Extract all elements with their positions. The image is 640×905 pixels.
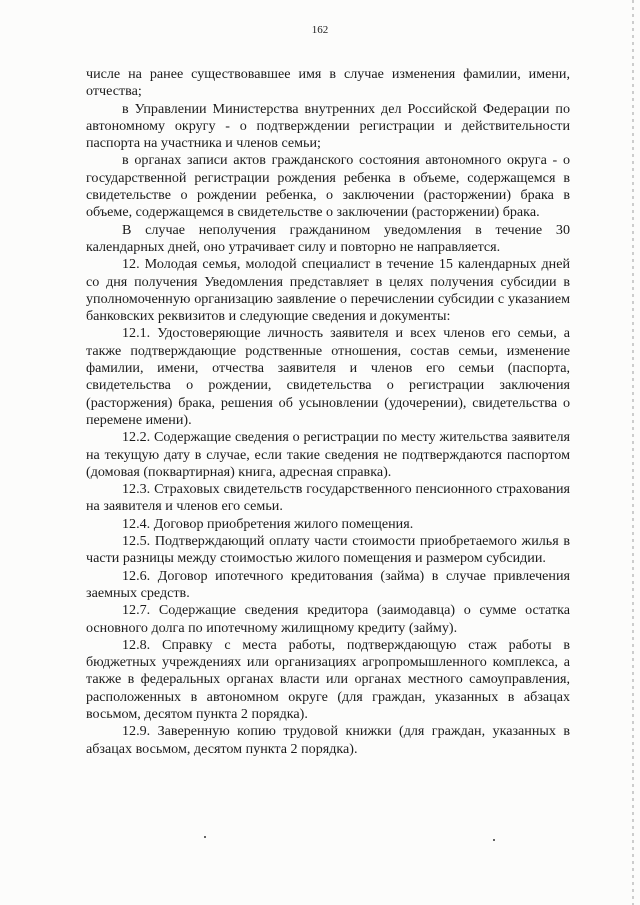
paragraph: 12.8. Справку с места работы, подтверждающую стаж работы в бюджетных учреждениях или организациях агропромышленного комплекса, а также в федеральных органах власти или органах местного самоуправления, расположенных в автономном округе (для граждан, указанных в абзацах восьмом, десятом пункта 2 порядка). bbox=[86, 636, 570, 722]
paragraph: 12.9. Заверенную копию трудовой книжки (для граждан, указанных в абзацах восьмом, десятом пункта 2 порядка). bbox=[86, 723, 570, 757]
scan-speck bbox=[493, 839, 495, 841]
paragraph: 12.2. Содержащие сведения о регистрации по месту жительства заявителя на текущую дату в случае, если такие сведения не подтверждаются паспортом (домовая (поквартирная) книга, адресная справка). bbox=[86, 429, 570, 480]
paragraph: в органах записи актов гражданского состояния автономного округа - о государственной регистрации рождения ребенка в объеме, содержащемся в свидетельстве о рождении ребенка, о заключении (расторжении) брака в объеме, содержащемся в свидетельстве о заключении (расторжении) брака. bbox=[86, 152, 570, 221]
scan-speck bbox=[204, 836, 206, 838]
paragraph: в Управлении Министерства внутренних дел Российской Федерации по автономному округу - о подтверждении регистрации и действительности паспорта на участника и членов семьи; bbox=[86, 100, 570, 152]
paragraph: 12.1. Удостоверяющие личность заявителя и всех членов его семьи, а также подтверждающие родственные отношения, состав семьи, изменение фамилии, имени, отчества заявителя и членов его семьи (паспорта, свидетельства о рождении, свидетельства о регистрации заключения (расторжения) брака, решения об усыновлении (удочерении), свидетельства о перемене имени). bbox=[86, 325, 570, 428]
paragraph: 12.4. Договор приобретения жилого помещения. bbox=[122, 515, 414, 532]
paragraph: 12. Молодая семья, молодой специалист в течение 15 календарных дней со дня получения Уведомления представляет в целях получения субсидии в уполномоченную организацию заявление о перечислении субсидии с указанием банковских реквизитов и следующие сведения и документы: bbox=[86, 256, 570, 325]
document-body bbox=[86, 66, 570, 758]
page-number: 162 bbox=[311, 24, 329, 36]
paragraph: числе на ранее существовавшее имя в случае изменения фамилии, имени, отчества; bbox=[86, 66, 570, 100]
paragraph: В случае неполучения гражданином уведомления в течение 30 календарных дней, оно утрачивает силу и повторно не направляется. bbox=[86, 221, 570, 255]
scan-edge bbox=[632, 0, 634, 905]
paragraph: 12.5. Подтверждающий оплату части стоимости приобретаемого жилья в части разницы между стоимостью жилого помещения и размером субсидии. bbox=[86, 533, 570, 567]
paragraph: 12.3. Страховых свидетельств государственного пенсионного страхования на заявителя и членов его семьи. bbox=[86, 481, 570, 515]
paragraph: 12.7. Содержащие сведения кредитора (заимодавца) о сумме остатка основного долга по ипотечному жилищному кредиту (займу). bbox=[86, 602, 570, 636]
paragraph: 12.6. Договор ипотечного кредитования (займа) в случае привлечения заемных средств. bbox=[86, 567, 570, 601]
